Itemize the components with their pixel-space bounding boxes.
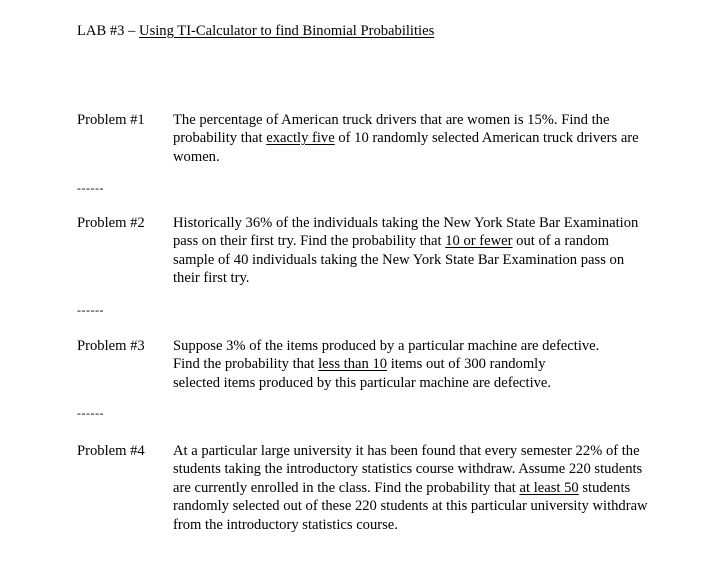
problem-text xyxy=(173,337,599,392)
title-prefix: LAB #3 – xyxy=(77,23,140,39)
separator: ------ xyxy=(77,406,104,420)
problem-label: Problem #2 xyxy=(77,215,145,231)
text-line: their first try. xyxy=(173,270,250,287)
text-line: pass on their first try. Find the probability that 10 or fewer out of a random xyxy=(173,233,609,250)
emphasis-underline: 10 or fewer xyxy=(445,233,513,250)
text-line: from the introductory statistics course. xyxy=(173,516,398,533)
text-line: sample of 40 individuals taking the New York State Bar Examination pass on xyxy=(173,251,625,268)
page-title xyxy=(77,22,434,40)
text-line: Historically 36% of the individuals taking the New York State Bar Examination xyxy=(173,215,639,231)
separator: ------ xyxy=(77,303,104,317)
text-line: selected items produced by this particular machine are defective. xyxy=(173,374,552,391)
problem-label: Problem #3 xyxy=(77,338,145,354)
problem-label: Problem #1 xyxy=(77,112,145,128)
text-line: The percentage of American truck drivers that are women is 15%. Find the xyxy=(173,112,610,128)
text-line: Suppose 3% of the items produced by a particular machine are defective. xyxy=(173,338,600,354)
text-line: Find the probability that less than 10 items out of 300 randomly xyxy=(173,356,546,373)
problem-text xyxy=(173,442,648,534)
text-line: At a particular large university it has been found that every semester 22% of the xyxy=(173,443,640,459)
problem-text xyxy=(173,214,638,288)
text-line: randomly selected out of these 220 students at this particular university withdraw xyxy=(173,498,648,515)
emphasis-underline: exactly five xyxy=(266,130,335,147)
emphasis-underline: at least 50 xyxy=(519,479,579,496)
emphasis-underline: less than 10 xyxy=(318,356,388,373)
text-line: students taking the introductory statistics course withdraw. Assume 220 students xyxy=(173,461,643,478)
text-line: are currently enrolled in the class. Find the probability that at least 50 students xyxy=(173,479,631,496)
text-line: probability that exactly five of 10 randomly selected American truck drivers are xyxy=(173,130,639,147)
title-main: Using TI-Calculator to find Binomial Probabilities xyxy=(139,23,435,39)
problem-text xyxy=(173,111,639,166)
separator: ------ xyxy=(77,181,104,195)
problem-label: Problem #4 xyxy=(77,443,145,459)
text-line: women. xyxy=(173,148,220,165)
